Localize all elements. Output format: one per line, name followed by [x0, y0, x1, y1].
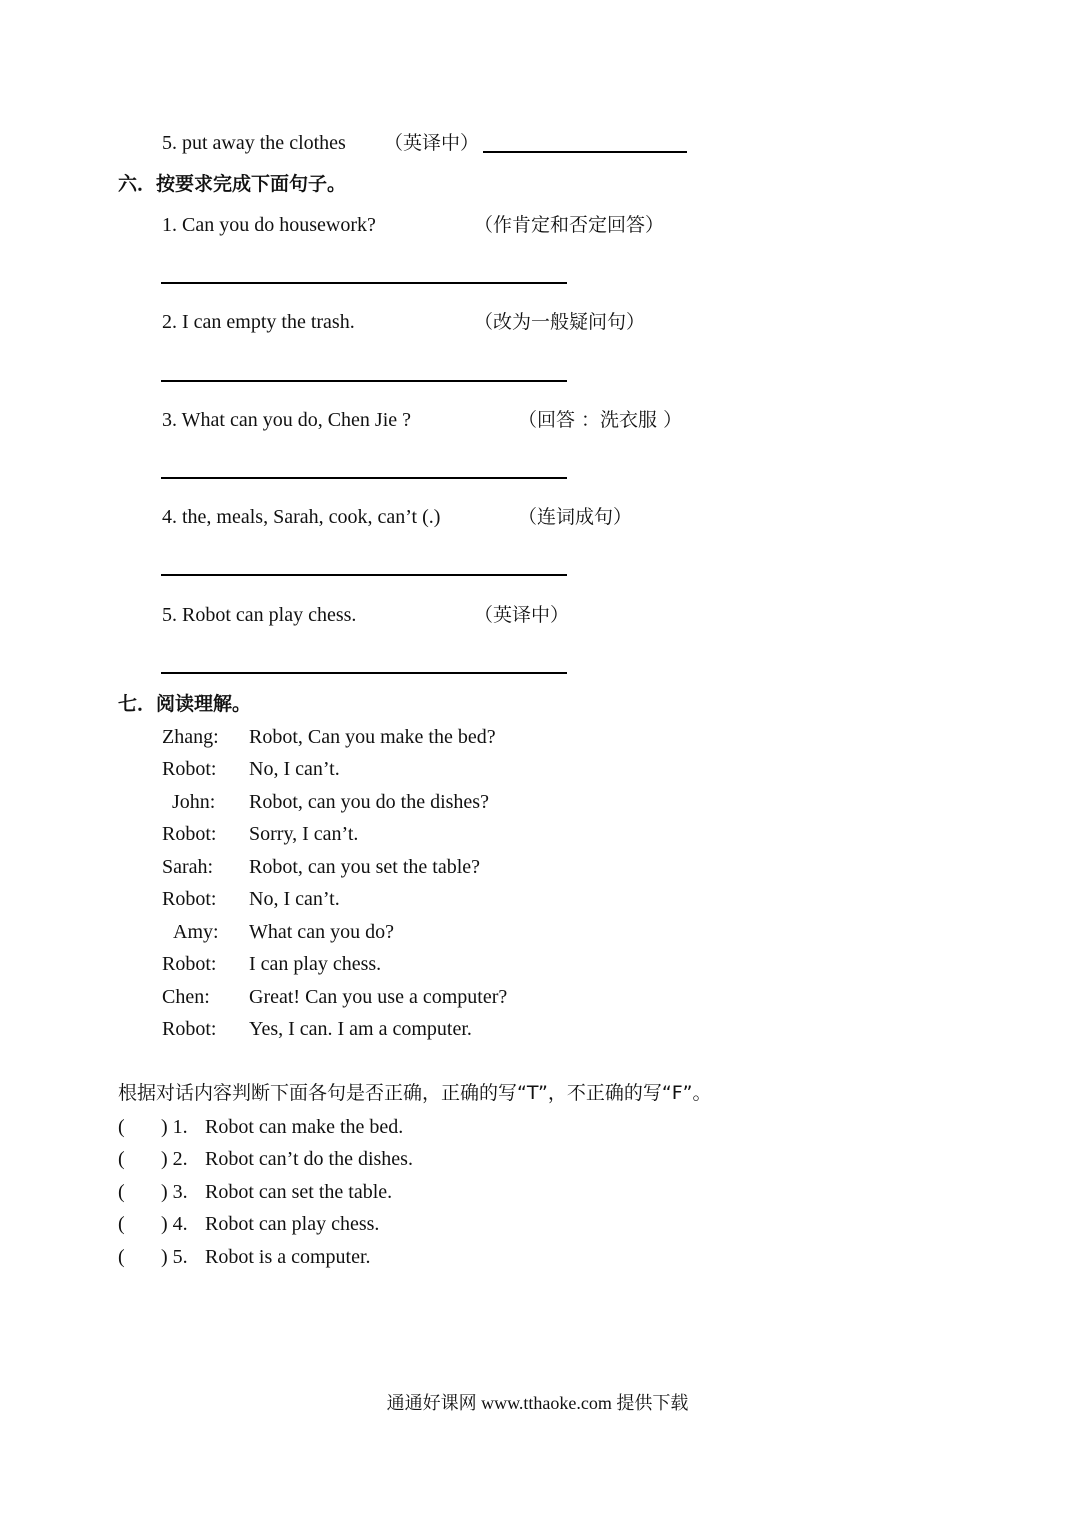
- speaker: Robot:: [162, 758, 217, 780]
- answer-line-5[interactable]: [161, 672, 567, 674]
- speaker: Robot:: [162, 888, 217, 910]
- item-number: ) 2.: [161, 1148, 188, 1170]
- s6-item-5-note: （英译中）: [474, 604, 570, 626]
- s6-item-4: 4. the, meals, Sarah, cook, can’t (.): [162, 506, 441, 528]
- s6-item-3: 3. What can you do, Chen Jie ?: [162, 409, 412, 431]
- utterance: No, I can’t.: [249, 888, 340, 910]
- item-number: ) 5.: [161, 1246, 188, 1268]
- s6-item-1: 1. Can you do housework?: [162, 214, 376, 236]
- translate-item-5: [162, 131, 346, 155]
- speaker: Robot:: [162, 823, 217, 845]
- answer-bracket-open[interactable]: (: [118, 1116, 125, 1138]
- footer: 通通好课网 www.tthaoke.com 提供下载: [386, 1393, 689, 1413]
- utterance: Robot, can you do the dishes?: [249, 791, 489, 813]
- s6-item-2-note: （改为一般疑问句）: [474, 311, 646, 333]
- statement: Robot can set the table.: [205, 1181, 393, 1203]
- utterance: Great! Can you use a computer?: [249, 986, 508, 1008]
- utterance: Robot, can you set the table?: [249, 856, 481, 878]
- speaker: Sarah:: [162, 856, 214, 878]
- statement: Robot can’t do the dishes.: [205, 1148, 413, 1170]
- statement: Robot is a computer.: [205, 1246, 371, 1268]
- s6-item-3-note: （回答 ：洗衣服 ）: [518, 409, 683, 431]
- statement: Robot can play chess.: [205, 1213, 380, 1235]
- instruction: 根据对话内容判断下面各句是否正确，正确的写“T”，不正确的写“F”。: [118, 1082, 712, 1104]
- speaker: Robot:: [162, 1018, 217, 1040]
- speaker: Amy:: [173, 921, 219, 943]
- utterance: Yes, I can. I am a computer.: [249, 1018, 472, 1040]
- speaker: Zhang:: [162, 726, 219, 748]
- speaker: Robot:: [162, 953, 217, 975]
- utterance: What can you do?: [249, 921, 394, 943]
- section-7-heading: 七．阅读理解。: [118, 693, 252, 715]
- s6-item-5: 5. Robot can play chess.: [162, 604, 357, 626]
- answer-bracket-open[interactable]: (: [118, 1246, 125, 1268]
- answer-bracket-open[interactable]: (: [118, 1213, 125, 1235]
- answer-line-3[interactable]: [161, 477, 567, 479]
- speaker: John:: [172, 791, 216, 813]
- speaker: Chen:: [162, 986, 210, 1008]
- utterance: Sorry, I can’t.: [249, 823, 359, 845]
- answer-line[interactable]: [483, 151, 687, 153]
- item-number: ) 4.: [161, 1213, 188, 1235]
- utterance: I can play chess.: [249, 953, 382, 975]
- s6-item-1-note: （作肯定和否定回答）: [474, 214, 665, 236]
- section-6-heading: 六．按要求完成下面句子。: [118, 173, 347, 195]
- s6-item-4-note: （连词成句）: [518, 506, 633, 528]
- item-number: ) 3.: [161, 1181, 188, 1203]
- item-number: ) 1.: [161, 1116, 188, 1138]
- item-note: （英译中）: [384, 132, 480, 154]
- answer-line-4[interactable]: [161, 574, 567, 576]
- answer-bracket-open[interactable]: (: [118, 1148, 125, 1170]
- statement: Robot can make the bed.: [205, 1116, 404, 1138]
- answer-line-1[interactable]: [161, 282, 567, 284]
- s6-item-2: 2. I can empty the trash.: [162, 311, 355, 333]
- utterance: Robot, Can you make the bed?: [249, 726, 496, 748]
- answer-line-2[interactable]: [161, 380, 567, 382]
- answer-bracket-open[interactable]: (: [118, 1181, 125, 1203]
- item-text: 5. put away the clothes: [162, 132, 346, 154]
- utterance: No, I can’t.: [249, 758, 340, 780]
